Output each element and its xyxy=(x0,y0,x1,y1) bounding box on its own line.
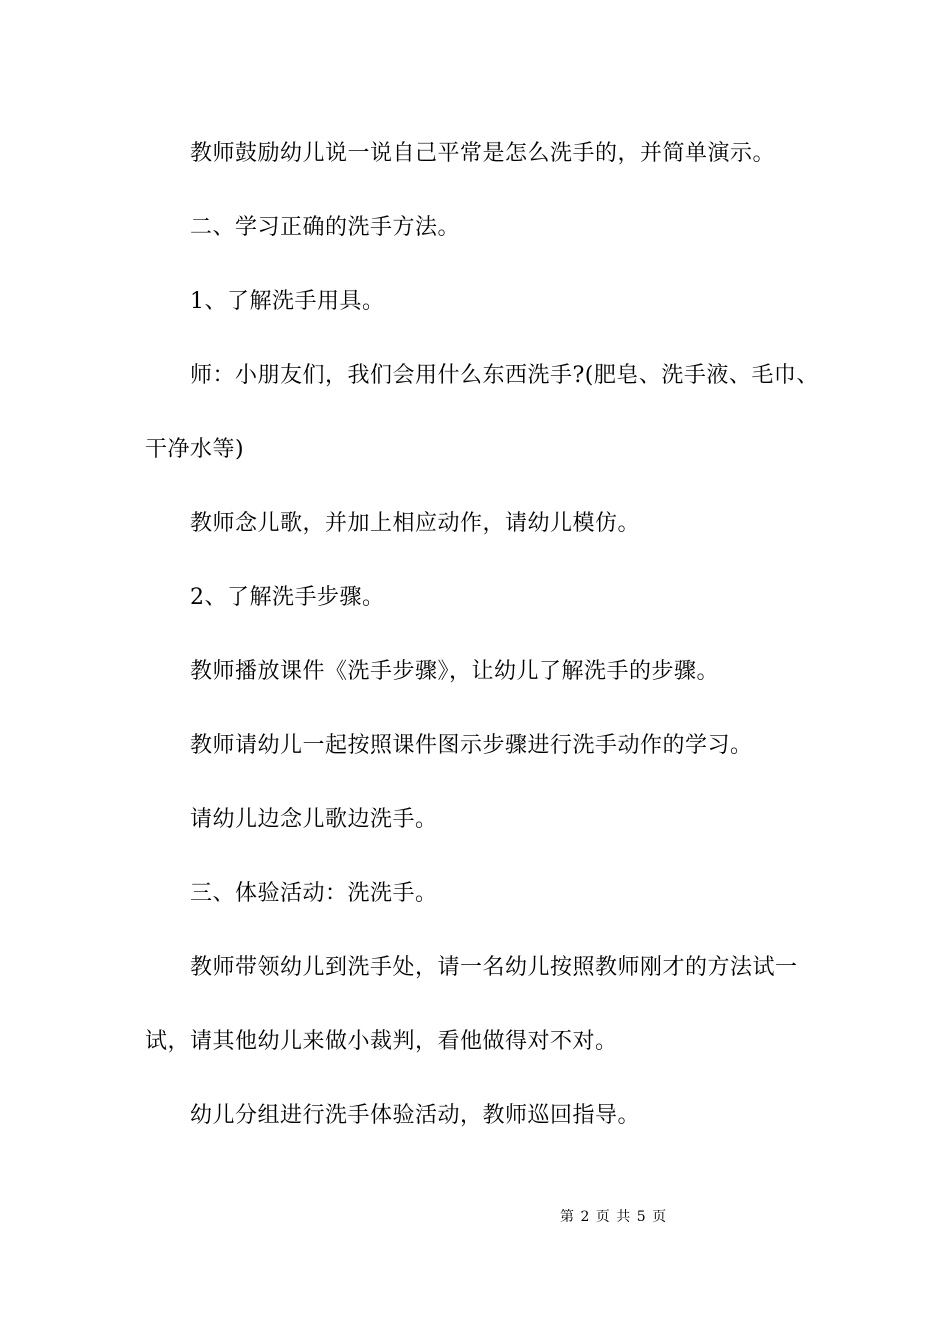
paragraph-line: 教师带领幼儿到洗手处，请一名幼儿按照教师刚才的方法试一 xyxy=(190,955,798,980)
paragraph-line: 幼儿分组进行洗手体验活动，教师巡回指导。 xyxy=(190,1103,641,1128)
paragraph-line: 教师播放课件《洗手步骤》，让幼儿了解洗手的步骤。 xyxy=(190,659,720,684)
section-heading: 二、学习正确的洗手方法。 xyxy=(190,215,461,240)
paragraph-line: 教师念儿歌，并加上相应动作，请幼儿模仿。 xyxy=(190,511,641,536)
paragraph-line: 师：小朋友们，我们会用什么东西洗手?(肥皂、洗手液、毛巾、 xyxy=(190,363,819,388)
page-number-footer: 第 2 页 共 5 页 xyxy=(560,1209,668,1225)
paragraph-line: 教师请幼儿一起按照课件图示步骤进行洗手动作的学习。 xyxy=(190,733,753,758)
section-heading: 三、体验活动：洗洗手。 xyxy=(190,881,438,906)
subsection-heading: 2、了解洗手步骤。 xyxy=(190,585,385,610)
paragraph-continuation: 干净水等) xyxy=(145,437,245,462)
paragraph-continuation: 试，请其他幼儿来做小裁判，看他做得对不对。 xyxy=(145,1029,618,1054)
subsection-heading: 1、了解洗手用具。 xyxy=(190,289,385,314)
paragraph-line: 请幼儿边念儿歌边洗手。 xyxy=(190,807,438,832)
paragraph-line: 教师鼓励幼儿说一说自己平常是怎么洗手的，并简单演示。 xyxy=(190,141,776,166)
